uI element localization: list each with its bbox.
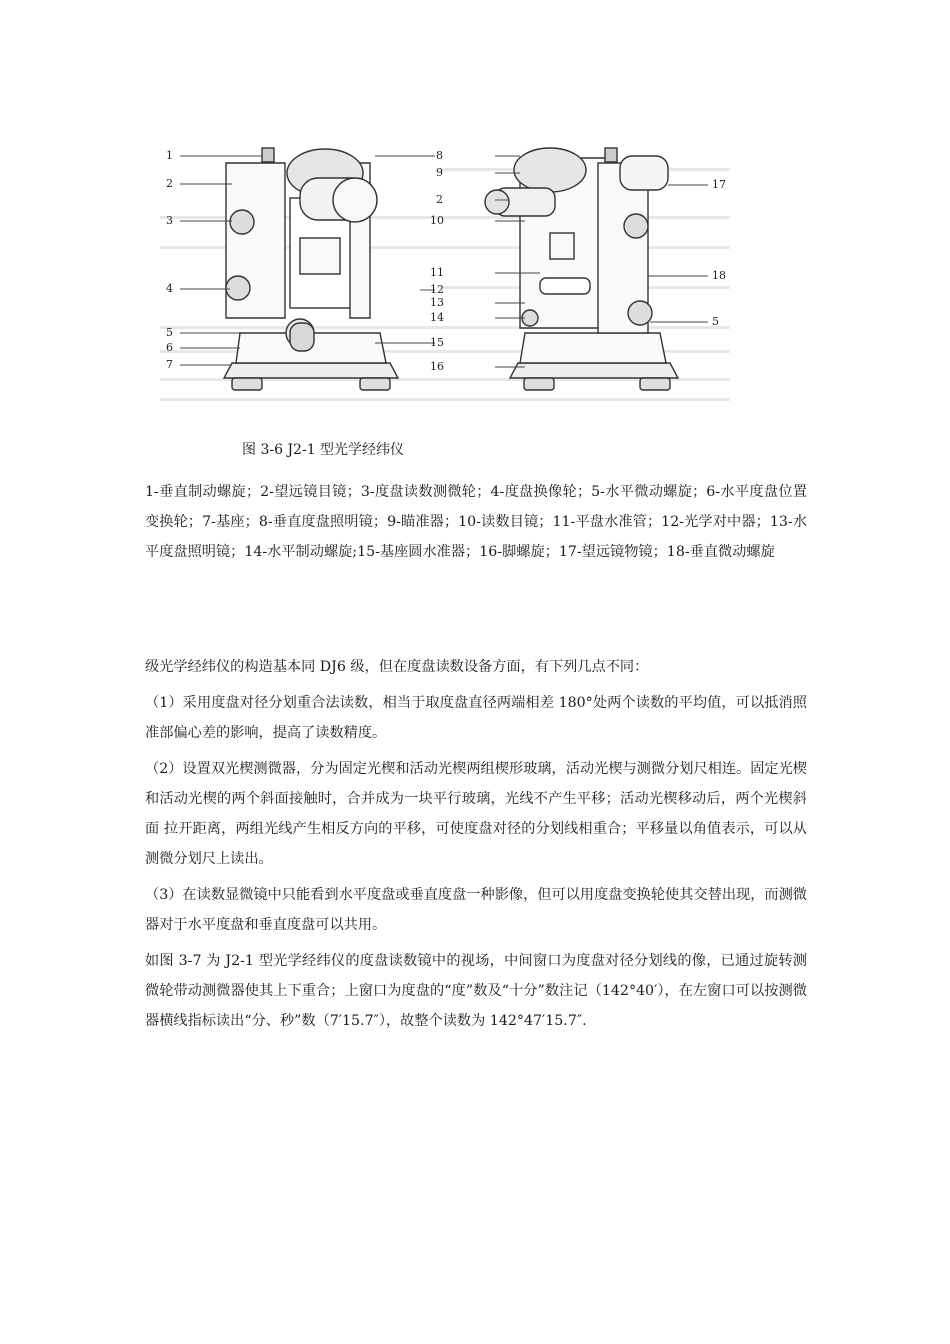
- figure-label: 1: [166, 149, 173, 162]
- paragraph: （1）采用度盘对径分划重合法读数，相当于取度盘直径两端相差 180°处两个读数的平均值，可以抵消照准部偏心差的影响，提高了读数精度。: [145, 695, 807, 741]
- figure-label: 5: [712, 315, 719, 328]
- figure-label: 2: [166, 177, 173, 190]
- legend-text: 1-垂直制动螺旋；2-望远镜目镜；3-度盘读数测微轮；4-度盘换像轮；5-水平微动螺旋；6-水平度盘位置变换轮；7-基座；8-垂直度盘照明镜；9-瞄准器；10-读数目镜；11-平盘水准管；12-光学对中器；13-水平度盘照明镜；14-水平制动螺旋;15-基座圆水准器；16-脚螺旋；17-望远镜物镜；18-垂直微动螺旋: [145, 484, 807, 560]
- figure-legend: [145, 477, 807, 567]
- figure-label: 14: [430, 311, 444, 324]
- theodolite-illustration: [140, 128, 740, 418]
- right-theodolite-drawing: [485, 148, 678, 390]
- body-text: [145, 652, 807, 1042]
- figure-label: 11: [430, 266, 444, 279]
- figure-label: 5: [166, 326, 173, 339]
- left-theodolite-drawing: [224, 148, 398, 390]
- figure-label: 15: [430, 336, 444, 349]
- theodolite-figure: [140, 128, 740, 418]
- figure-label: 13: [430, 296, 444, 309]
- paragraph: 级光学经纬仪的构造基本同 DJ6 级，但在度盘读数设备方面，有下列几点不同：: [145, 659, 649, 675]
- figure-label: 9: [436, 166, 443, 179]
- figure-label: 2: [436, 193, 443, 206]
- figure-label: 8: [436, 149, 443, 162]
- figure-label: 6: [166, 341, 173, 354]
- figure-label: 17: [712, 178, 726, 191]
- paragraph: （3）在读数显微镜中只能看到水平度盘或垂直度盘一种影像，但可以用度盘变换轮使其交替出现，而测微器对于水平度盘和垂直度盘可以共用。: [145, 887, 807, 933]
- figure-label: 18: [712, 269, 726, 282]
- figure-label: 10: [430, 214, 444, 227]
- figure-label: 16: [430, 360, 444, 373]
- figure-label: 7: [166, 358, 173, 371]
- figure-label: 4: [166, 282, 173, 295]
- figure-label: 12: [430, 283, 444, 296]
- figure-caption: 图 3-6 J2-1 型光学经纬仪: [242, 442, 405, 458]
- paragraph: （2）设置双光楔测微器，分为固定光楔和活动光楔两组楔形玻璃，活动光楔与测微分划尺相连。固定光楔和活动光楔的两个斜面接触时，合并成为一块平行玻璃，光线不产生平移；活动光楔移动后，两个光楔斜面 拉开距离，两组光线产生相反方向的平移，可使度盘对径的分划线相重合；平移量以角值表示，可以从测微分划尺上读出。: [145, 761, 807, 867]
- paragraph: 如图 3-7 为 J2-1 型光学经纬仪的度盘读数镜中的视场，中间窗口为度盘对径分划线的像，已通过旋转测微轮带动测微器使其上下重合；上窗口为度盘的“度”数及“十分”数注记（142°40′），在左窗口可以按测微器横线指标读出“分、秒”数（7′15.7″），故整个读数为 142°47′15.7″.: [145, 953, 807, 1029]
- figure-label: 3: [166, 214, 173, 227]
